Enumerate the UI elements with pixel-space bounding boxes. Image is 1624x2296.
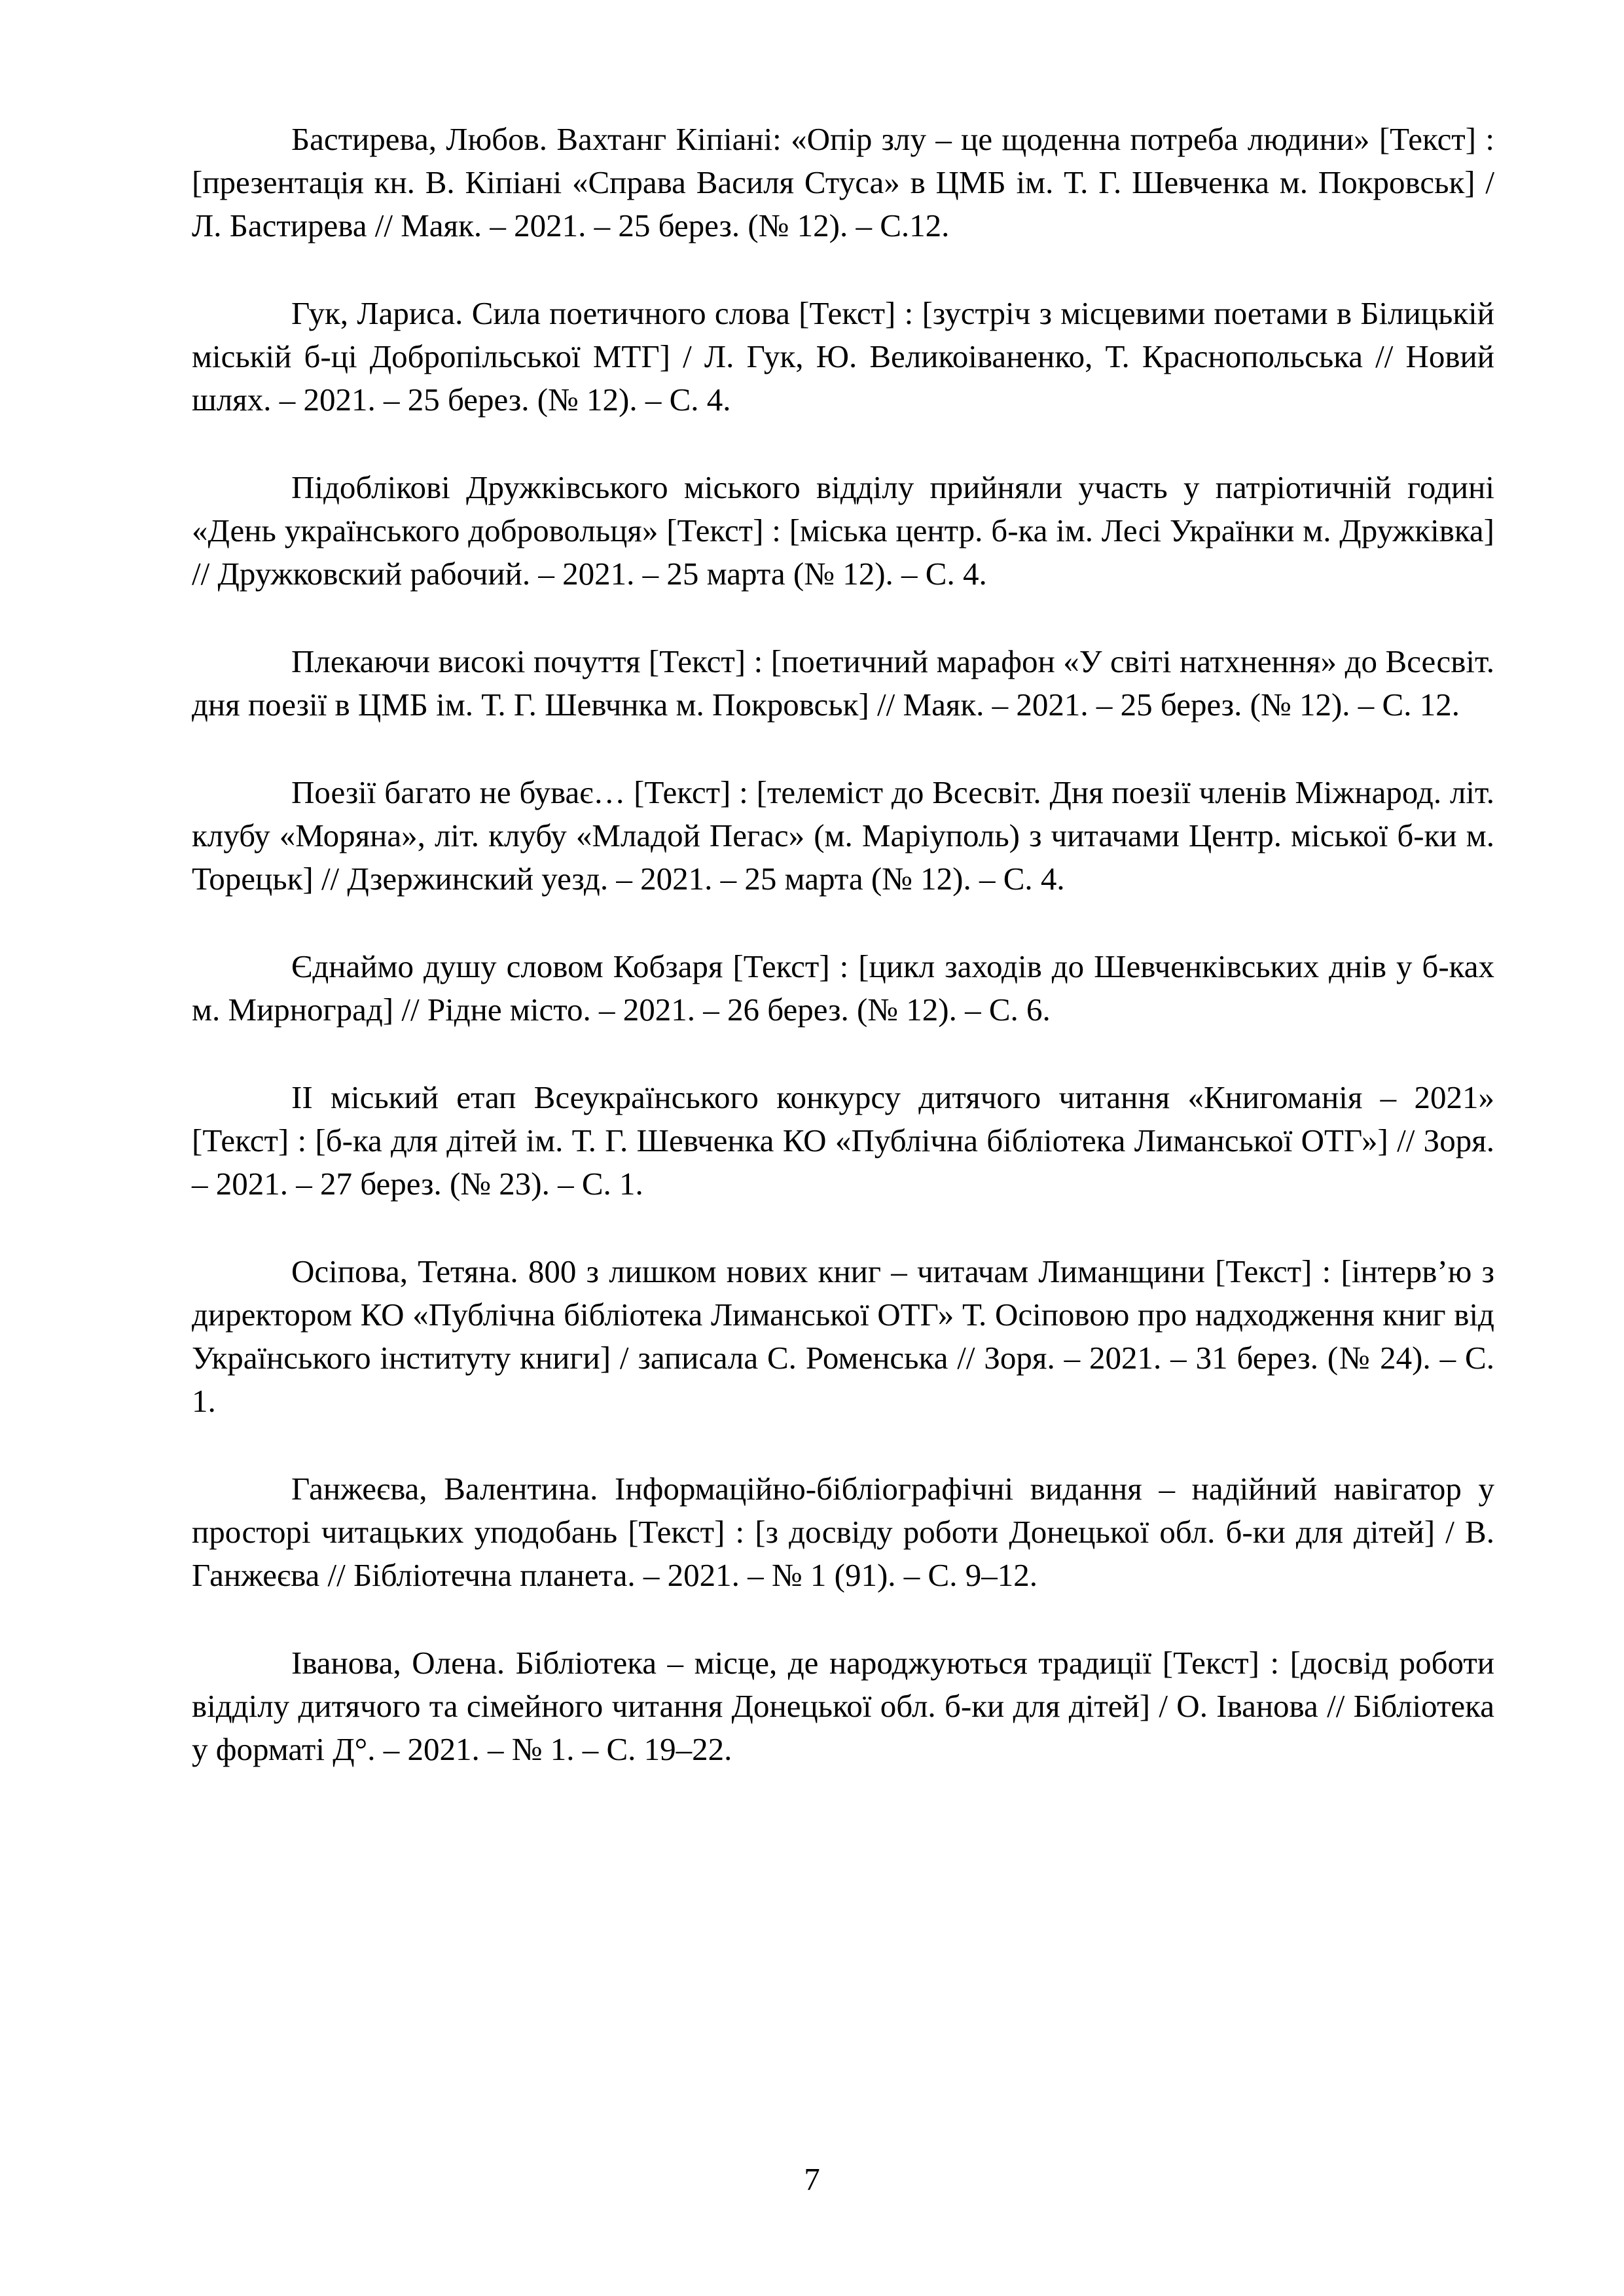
bibliography-entry: Єднаймо душу словом Кобзаря [Текст] : [цикл заходів до Шевченківських днів у б-ках м. Мирноград] // Рідне місто. – 2021. – 26 берез. (№ 12). – С. 6.: [192, 948, 1494, 1028]
bibliography-entry: Плекаючи високі почуття [Текст] : [поетичний марафон «У світі натхнення» до Всесвіт. дня поезії в ЦМБ ім. Т. Г. Шевчнка м. Покровськ] // Маяк. – 2021. – 25 берез. (№ 12). – С. 12.: [192, 643, 1494, 723]
bibliography-entry: Гук, Лариса. Сила поетичного слова [Текст] : [зустріч з місцевими поетами в Білицькій міській б-ці Добропільської МТГ] / Л. Гук, Ю. Великоіваненко, Т. Краснопольська // Новий шлях. – 2021. – 25 берез. (№ 12). – С. 4.: [192, 295, 1494, 418]
bibliography-entry: Бастирева, Любов. Вахтанг Кіпіані: «Опір злу – це щоденна потреба людини» [Текст] : [презентація кн. В. Кіпіані «Справа Василя Стуса» в ЦМБ ім. Т. Г. Шевченка м. Покровськ] / Л. Бастирева // Маяк. – 2021. – 25 берез. (№ 12). – С.12.: [192, 121, 1494, 243]
bibliography-entry: Осіпова, Тетяна. 800 з лишком нових книг – читачам Лиманщини [Текст] : [інтерв’ю з директором КО «Публічна бібліотека Лиманської ОТГ» Т. Осіповою про надходження книг від Українського інституту книги] / записала С. Роменська // Зоря. – 2021. – 31 берез. (№ 24). – С. 1.: [192, 1253, 1494, 1419]
bibliography-entry: Іванова, Олена. Бібліотека – місце, де народжуються традиції [Текст] : [досвід роботи відділу дитячого та сімейного читання Донецької обл. б-ки для дітей] / О. Іванова // Бібліотека у форматі Д°. – 2021. – № 1. – С. 19–22.: [192, 1645, 1494, 1767]
page-number: 7: [804, 2161, 820, 2197]
bibliography-entry: Ганжеєва, Валентина. Інформаційно-бібліографічні видання – надійний навігатор у просторі читацьких уподобань [Текст] : [з досвіду роботи Донецької обл. б-ки для дітей] / В. Ганжеєва // Бібліотечна планета. – 2021. – № 1 (91). – С. 9–12.: [192, 1471, 1494, 1593]
bibliography-entry: Поезії багато не буває… [Текст] : [телеміст до Всесвіт. Дня поезії членів Міжнарод. літ. клубу «Моряна», літ. клубу «Младой Пегас» (м. Маріуполь) з читачами Центр. міської б-ки м. Торецьк] // Дзержинский уезд. – 2021. – 25 марта (№ 12). – С. 4.: [192, 774, 1494, 897]
bibliography-entry: Підоблікові Дружківського міського відділу прийняли участь у патріотичній годині «День українського добровольця» [Текст] : [міська центр. б-ка ім. Лесі Українки м. Дружківка] // Дружковский рабочий. – 2021. – 25 марта (№ 12). – С. 4.: [192, 469, 1494, 592]
bibliography-list: [192, 118, 1494, 1816]
bibliography-entry: ІІ міський етап Всеукраїнського конкурсу дитячого читання «Книгоманія – 2021» [Текст] : [б-ка для дітей ім. Т. Г. Шевченка КО «Публічна бібліотека Лиманської ОТГ»] // Зоря. – 2021. – 27 берез. (№ 23). – С. 1.: [192, 1079, 1494, 1202]
